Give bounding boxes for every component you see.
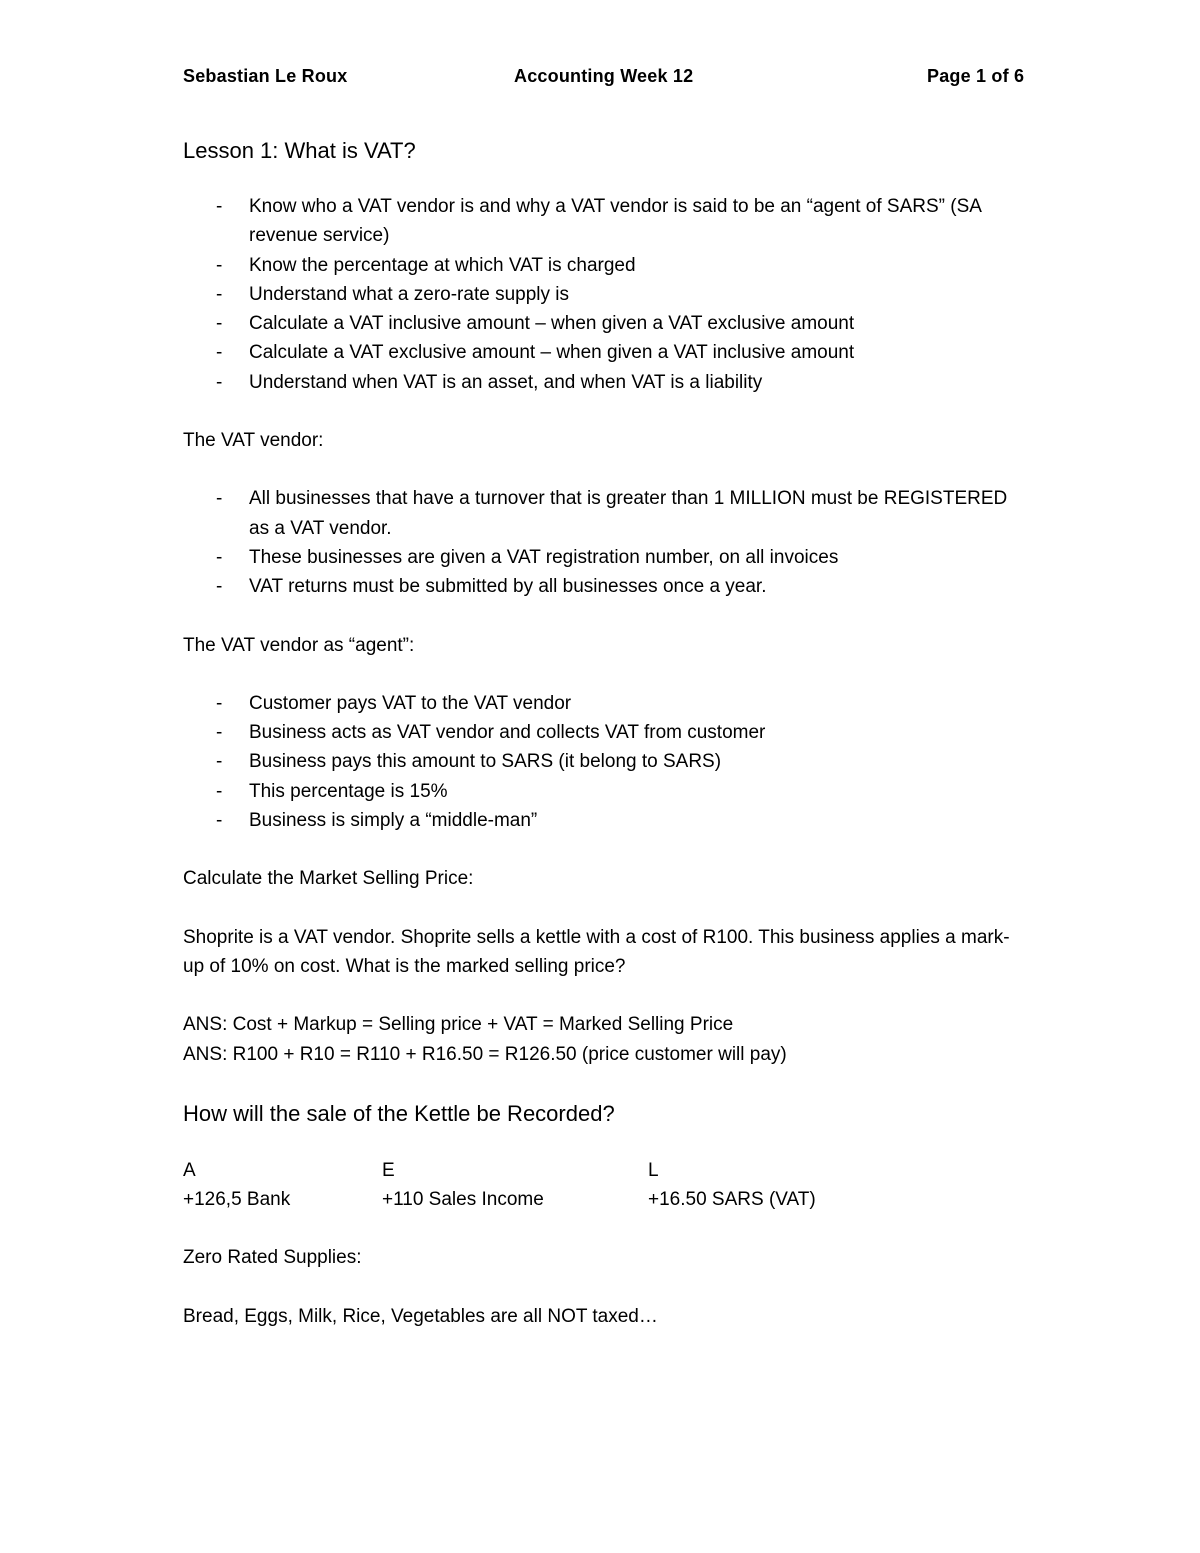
dash-bullet: - — [216, 576, 223, 598]
vat-agent-heading: The VAT vendor as “agent”: — [183, 634, 415, 656]
header-author: Sebastian Le Roux — [183, 66, 348, 86]
dash-bullet: - — [216, 254, 223, 276]
dash-bullet: - — [216, 283, 223, 305]
list-item: - All businesses that have a turnover that is greater than 1 MILLION must be REGISTERED as a VAT vendor. — [183, 484, 1023, 543]
vat-agent-list — [183, 689, 1023, 835]
dash-bullet: - — [216, 313, 223, 335]
dash-bullet: - — [216, 722, 223, 744]
list-item: - Know who a VAT vendor is and why a VAT vendor is said to be an “agent of SARS” (SA revenue service) — [183, 192, 1023, 251]
recording-heading: How will the sale of the Kettle be Recorded? — [183, 1100, 615, 1126]
equity-value: +110 Sales Income — [382, 1189, 544, 1211]
accounting-equation-header-row — [183, 1156, 1023, 1185]
liabilities-value: +16.50 SARS (VAT) — [648, 1189, 816, 1211]
accounting-equation-value-row — [183, 1185, 1023, 1214]
list-item: - These businesses are given a VAT registration number, on all invoices — [183, 543, 1023, 572]
list-item: - Business acts as VAT vendor and collects VAT from customer — [183, 718, 1023, 747]
zero-rated-text: Bread, Eggs, Milk, Rice, Vegetables are all NOT taxed… — [183, 1305, 658, 1327]
column-liabilities: L — [648, 1159, 659, 1181]
list-item: - VAT returns must be submitted by all businesses once a year. — [183, 572, 1023, 601]
list-item: - Calculate a VAT exclusive amount – when given a VAT inclusive amount — [183, 338, 1023, 367]
list-item: - Know the percentage at which VAT is charged — [183, 251, 1023, 280]
list-item: - Business pays this amount to SARS (it belong to SARS) — [183, 747, 1023, 776]
answer-formula: ANS: Cost + Markup = Selling price + VAT = Marked Selling Price — [183, 1014, 734, 1036]
zero-rated-heading: Zero Rated Supplies: — [183, 1247, 362, 1269]
list-item: - Understand what a zero-rate supply is — [183, 280, 1023, 309]
answer-calculation: ANS: R100 + R10 = R110 + R16.50 = R126.50 (price customer will pay) — [183, 1043, 787, 1065]
dash-bullet: - — [216, 196, 223, 217]
dash-bullet: - — [216, 342, 223, 364]
dash-bullet: - — [216, 751, 223, 773]
market-price-heading: Calculate the Market Selling Price: — [183, 868, 474, 890]
list-item: - Customer pays VAT to the VAT vendor — [183, 689, 1023, 718]
document-body — [183, 135, 1023, 1331]
dash-bullet: - — [216, 692, 223, 714]
dash-bullet: - — [216, 780, 223, 802]
vat-vendor-heading: The VAT vendor: — [183, 430, 324, 452]
dash-bullet: - — [216, 488, 223, 510]
dash-bullet: - — [216, 371, 223, 393]
accounting-equation-table — [183, 1156, 1023, 1215]
vat-vendor-list — [183, 484, 1023, 601]
list-item: - Calculate a VAT inclusive amount – when given a VAT exclusive amount — [183, 309, 1023, 338]
header-page-number: Page 1 of 6 — [927, 66, 1025, 86]
dash-bullet: - — [216, 546, 223, 568]
lesson-title: Lesson 1: What is VAT? — [183, 138, 416, 163]
objectives-list — [183, 192, 1023, 397]
column-assets: A — [183, 1159, 196, 1181]
assets-value: +126,5 Bank — [183, 1189, 291, 1211]
list-item: - Business is simply a “middle-man” — [183, 806, 1023, 835]
column-equity: E — [382, 1159, 395, 1181]
dash-bullet: - — [216, 810, 223, 832]
header-title: Accounting Week 12 — [514, 66, 694, 86]
market-price-question: Shoprite is a VAT vendor. Shoprite sells a kettle with a cost of R100. This business applies a mark-up of 10% on cost. What is the marked selling price? — [183, 926, 1010, 977]
list-item: - Understand when VAT is an asset, and when VAT is a liability — [183, 368, 1023, 397]
list-item: - This percentage is 15% — [183, 777, 1023, 806]
